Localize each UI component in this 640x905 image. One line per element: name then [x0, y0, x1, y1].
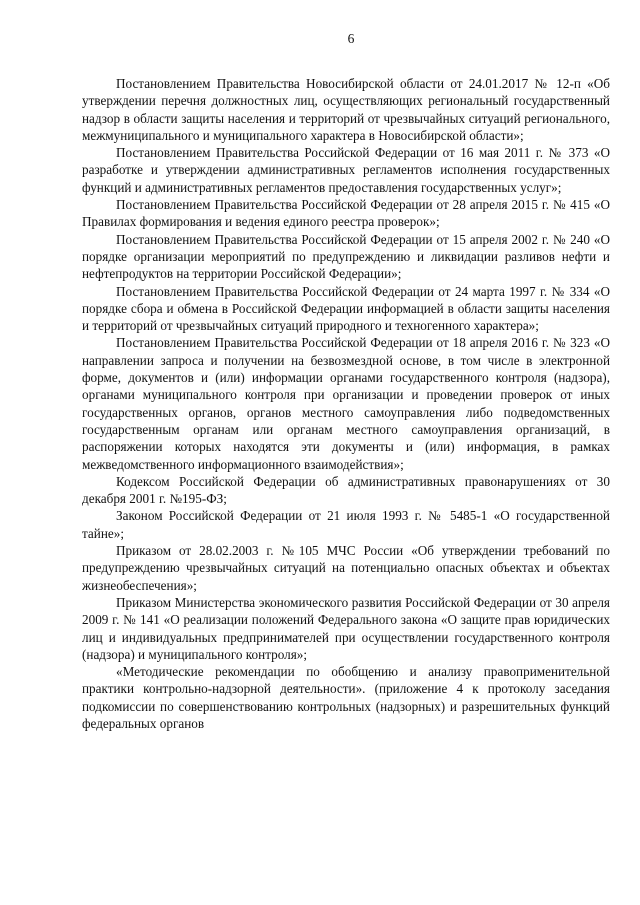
paragraph-order-105: Приказом от 28.02.2003 г. №105 МЧС России «Об утверждении требований по предупреждению чрезвычайных ситуаций на потенциально опасных объектах и объектах жизнеобеспечения»; — [82, 543, 610, 593]
paragraph-resolution-323: Постановлением Правительства Российской Федерации от 18 апреля 2016 г. № 323 «О направлении запроса и получении на безвозмездной основе, в том числе в электронной форме, документов и (или) информации органами государственного контроля (надзора), органами муниципального контроля при организации и проведении проверок от иных государственных органов, органов местного самоуправления либо подведомственных государственным органам или органам местного самоуправления организаций, в распоряжении которых находятся эти документы и (или) информация, в рамках межведомственного информационного взаимодействия»; — [82, 335, 610, 472]
page-number: 6 — [347, 31, 355, 46]
paragraph-order-141: Приказом Министерства экономического развития Российской Федерации от 30 апреля 2009 г. № 141 «О реализации положений Федерального закона «О защите прав юридических лиц и индивидуальных предпринимателей при осуществлении государственного контроля (надзора) и муниципального контроля»; — [82, 594, 610, 662]
paragraph-resolution-240: Постановлением Правительства Российской Федерации от 15 апреля 2002 г. № 240 «О порядке организации мероприятий по предупреждению и ликвидации разливов нефти и нефтепродуктов на территории Российской Федерации»; — [82, 231, 610, 282]
paragraph-methodical-recommendations: «Методические рекомендации по обобщению и анализу правоприменительной практики контрольно-надзорной деятельности». (приложение 4 к протоколу заседания подкомиссии по совершенствованию контрольных (надзорных) и разрешительных функций федеральных органов — [82, 664, 610, 731]
paragraph-administrative-code: Кодексом Российской Федерации об административных правонарушениях от 30 декабря 2001 г. №195-ФЗ; — [82, 473, 610, 507]
paragraph-novosibirsk-resolution: Постановлением Правительства Новосибирской области от 24.01.2017 № 12-п «Об утверждении перечня должностных лиц, осуществляющих региональный государственный надзор в области защиты населения и территорий от чрезвычайных ситуаций регионального, межмуниципального и муниципального характера в Новосибирской области»; — [82, 76, 610, 143]
paragraph-state-secret-law: Законом Российской Федерации от 21 июля 1993 г. № 5485-1 «О государственной тайне»; — [82, 508, 610, 541]
paragraph-resolution-334: Постановлением Правительства Российской Федерации от 24 марта 1997 г. № 334 «О порядке сбора и обмена в Российской Федерации информацией в области защиты населения и территорий от чрезвычайных ситуаций природного и техногенного характера»; — [82, 283, 610, 334]
paragraph-resolution-373: Постановлением Правительства Российской Федерации от 16 мая 2011 г. № 373 «О разработке и утверждении административных регламентов исполнения государственных функций и административных регламентов предоставления государственных услуг»; — [82, 145, 610, 195]
paragraph-resolution-415: Постановлением Правительства Российской Федерации от 28 апреля 2015 г. № 415 «О Правилах формирования и ведения единого реестра проверок»; — [82, 197, 610, 230]
